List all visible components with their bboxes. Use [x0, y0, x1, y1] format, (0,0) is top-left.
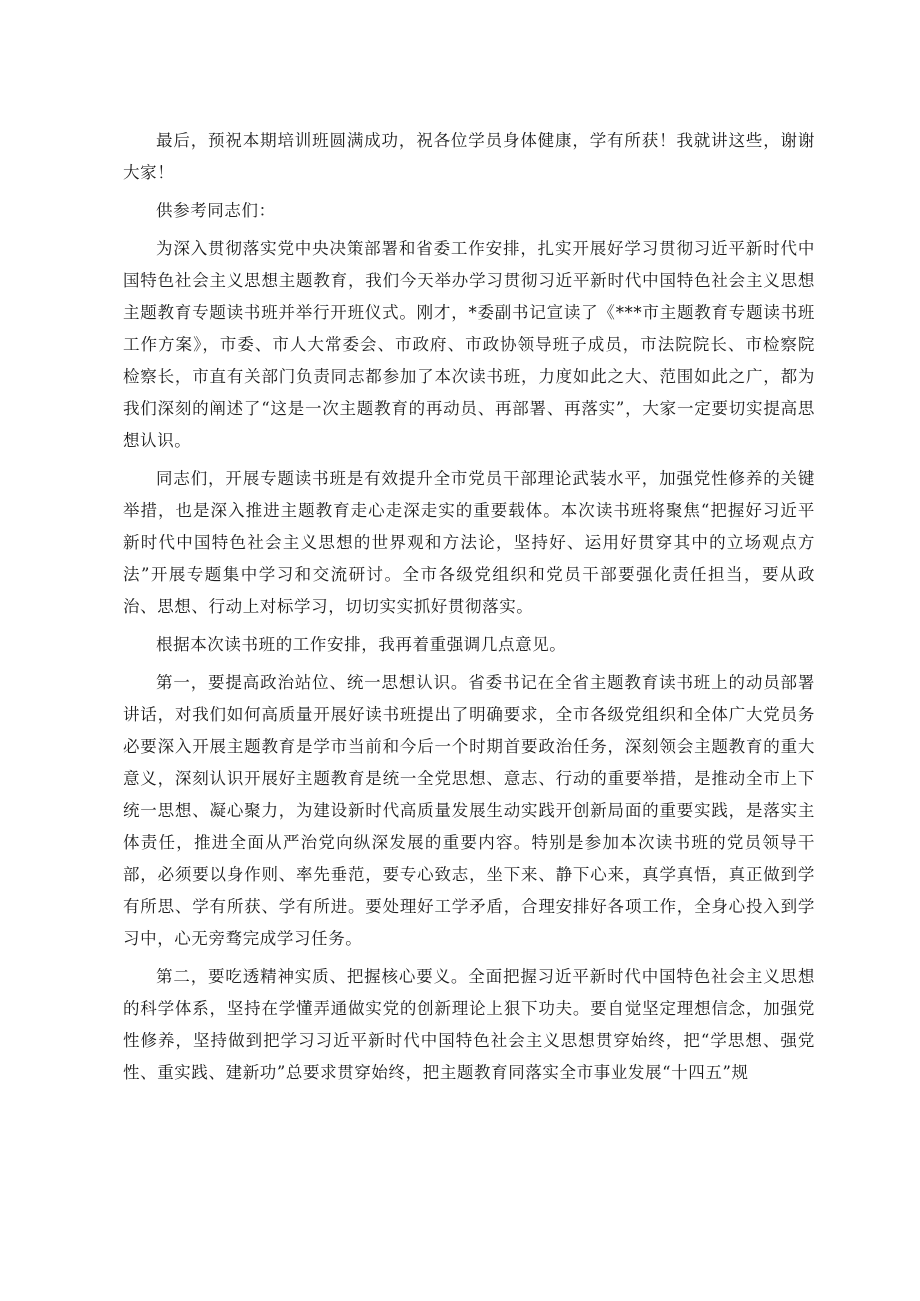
transition-paragraph: 根据本次读书班的工作安排，我再着重强调几点意见。 — [156, 635, 567, 654]
closing-paragraph: 最后，预祝本期培训班圆满成功，祝各位学员身体健康，学有所获！我就讲这些，谢谢大家！ — [123, 131, 815, 182]
reading-class-paragraph: 同志们，开展专题读书班是有效提升全市党员干部理论武装水平，加强党性修养的关键举措，也是深入推进主题教育走心走深走实的重要载体。本次读书班将聚焦“把握好习近平新时代中国特色社会主义思想的世界观和方法论，坚持好、运用好贯穿其中的立场观点方法”开展专题集中学习和交流研讨。全市各级党组织和党员干部要强化责任担当，要从政治、思想、行动上对标学习，切切实实抓好贯彻落实。 — [123, 469, 815, 616]
intro-paragraph: 为深入贯彻落实党中央决策部署和省委工作安排，扎实开展好学习贯彻习近平新时代中国特色社会主义思想主题教育，我们今天举办学习贯彻习近平新时代中国特色社会主义思想主题教育专题读书班并举行开班仪式。刚才，*委副书记宣读了《***市主题教育专题读书班工作方案》，市委、市人大常委会、市政府、市政协领导班子成员，市法院院长、市检察院检察长，市直有关部门负责同志都参加了本次读书班，力度如此之大、范围如此之广，都为我们深刻的阐述了“这是一次主题教育的再动员、再部署、再落实”，大家一定要切实提高思想认识。 — [123, 239, 815, 450]
document-body — [123, 125, 815, 1095]
point-two-paragraph: 第二，要吃透精神实质、把握核心要义。全面把握习近平新时代中国特色社会主义思想的科学体系，坚持在学懂弄通做实党的创新理论上狠下功夫。要自觉坚定理想信念，加强党性修养，坚持做到把学习习近平新时代中国特色社会主义思想贯穿始终，把“学思想、强党性、重实践、建新功”总要求贯穿始终，把主题教育同落实全市事业发展“十四五”规 — [123, 967, 815, 1082]
point-one-paragraph: 第一，要提高政治站位、统一思想认识。省委书记在全省主题教育读书班上的动员部署讲话，对我们如何高质量开展好读书班提出了明确要求，全市各级党组织和全体广大党员务必要深入开展主题教育是学市当前和今后一个时期首要政治任务，深刻领会主题教育的重大意义，深刻认识开展好主题教育是统一全党思想、意志、行动的重要举措，是推动全市上下统一思想、凝心聚力，为建设新时代高质量发展生动实践开创新局面的重要实践，是落实主体责任，推进全面从严治党向纵深发展的重要内容。特别是参加本次读书班的党员领导干部，必须要以身作则、率先垂范，要专心致志，坐下来、静下心来，真学真悟，真正做到学有所思、学有所获、学有所进。要处理好工学矛盾，合理安排好各项工作，全身心投入到学习中，心无旁骛完成学习任务。 — [123, 673, 815, 948]
salutation-paragraph: 供参考同志们： — [156, 201, 276, 220]
